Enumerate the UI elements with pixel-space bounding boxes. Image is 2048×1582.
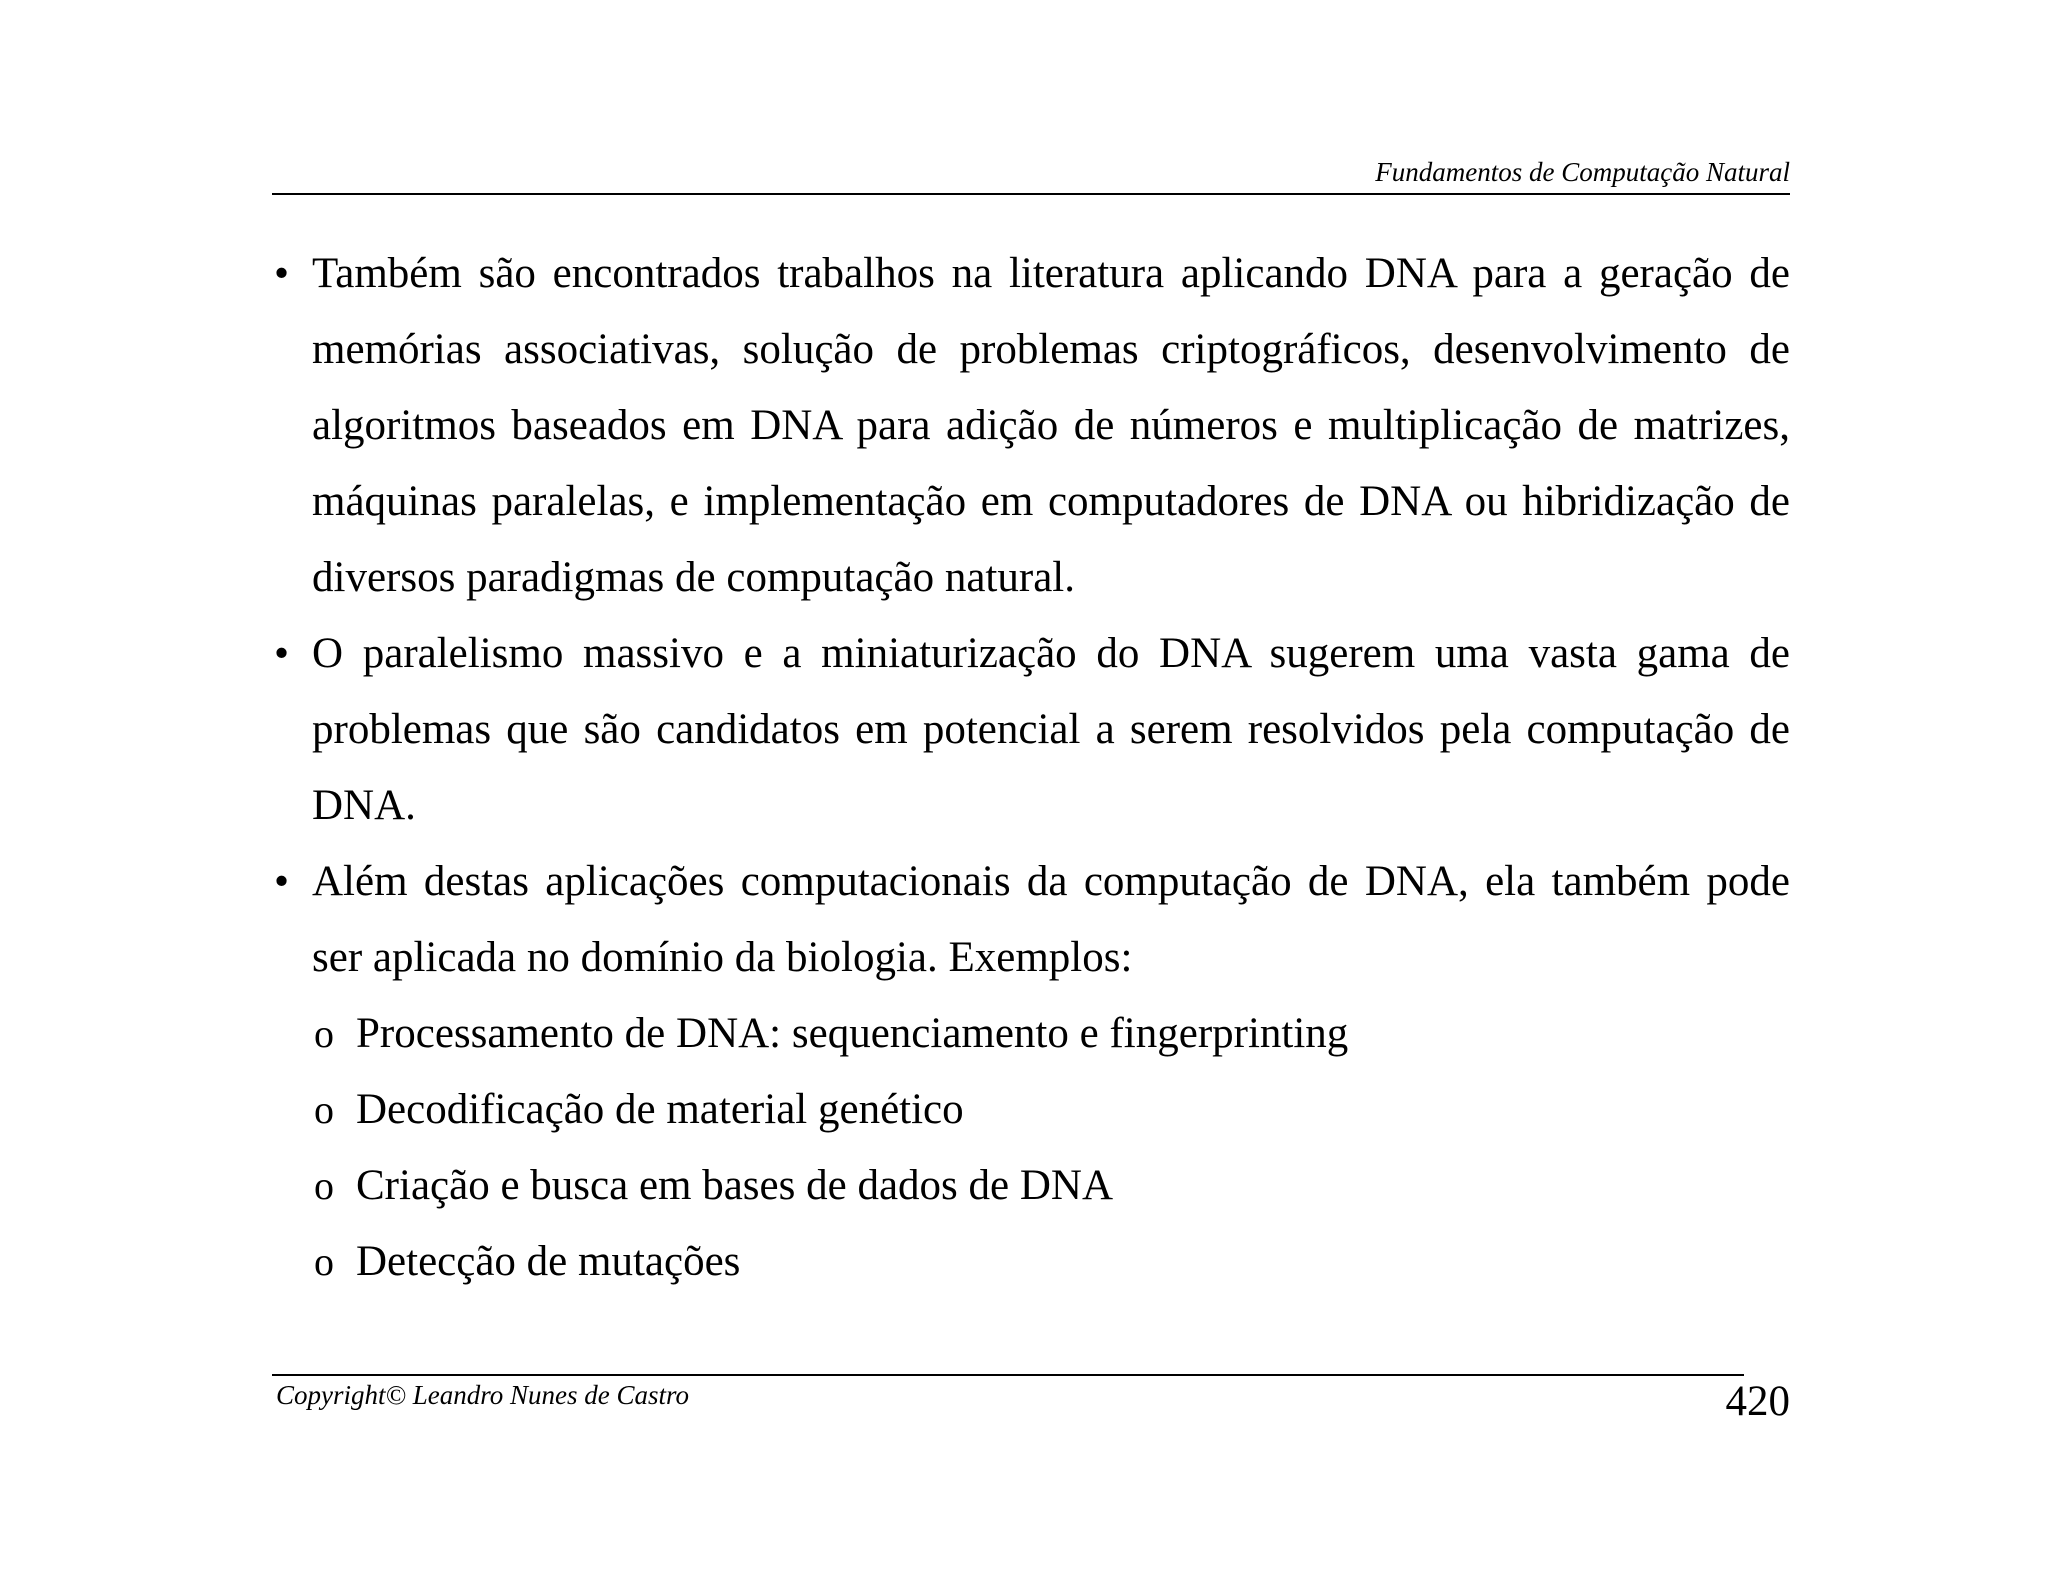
sub-list-item xyxy=(272,1148,1790,1224)
sub-bullet-marker: o xyxy=(314,1087,334,1132)
sub-bullet-marker: o xyxy=(314,1011,334,1056)
sub-bullet-marker: o xyxy=(314,1163,334,1208)
sub-list xyxy=(272,996,1790,1300)
bullet-marker: • xyxy=(274,250,290,297)
sub-item-text: Criação e busca em bases de dados de DNA xyxy=(356,1162,1114,1209)
page-number: 420 xyxy=(1725,1378,1790,1425)
sub-bullet-marker: o xyxy=(314,1239,334,1284)
sub-item-text: Decodificação de material genético xyxy=(356,1086,964,1133)
bullet-marker: • xyxy=(274,858,290,905)
page-body xyxy=(272,236,1790,1300)
sub-item-text: Processamento de DNA: sequenciamento e fingerprinting xyxy=(356,1010,1349,1057)
bullet-text: O paralelismo massivo e a miniaturização do DNA sugerem uma vasta gama de problemas que são candidatos em potencial a serem resolvidos pela computação de DNA. xyxy=(312,630,1790,829)
bullet-marker: • xyxy=(274,630,290,677)
copyright-text: Copyright© Leandro Nunes de Castro xyxy=(276,1380,690,1410)
bullet-item xyxy=(272,844,1790,996)
sub-list-item xyxy=(272,1072,1790,1148)
bullet-text: Além destas aplicações computacionais da computação de DNA, ela também pode ser aplicada no domínio da biologia. Exemplos: xyxy=(312,858,1790,981)
bullet-text: Também são encontrados trabalhos na literatura aplicando DNA para a geração de memórias associativas, solução de problemas criptográficos, desenvolvimento de algoritmos baseados em DNA para adição de números e multiplicação de matrizes, máquinas paralelas, e implementação em computadores de DNA ou hibridização de diversos paradigmas de computação natural. xyxy=(312,250,1790,601)
bullet-item xyxy=(272,236,1790,616)
footer-rule xyxy=(272,1374,1744,1376)
running-header: Fundamentos de Computação Natural xyxy=(1375,157,1790,187)
sub-item-text: Detecção de mutações xyxy=(356,1238,741,1285)
sub-list-item xyxy=(272,996,1790,1072)
header-rule xyxy=(272,193,1790,195)
sub-list-item xyxy=(272,1224,1790,1300)
bullet-item xyxy=(272,616,1790,844)
